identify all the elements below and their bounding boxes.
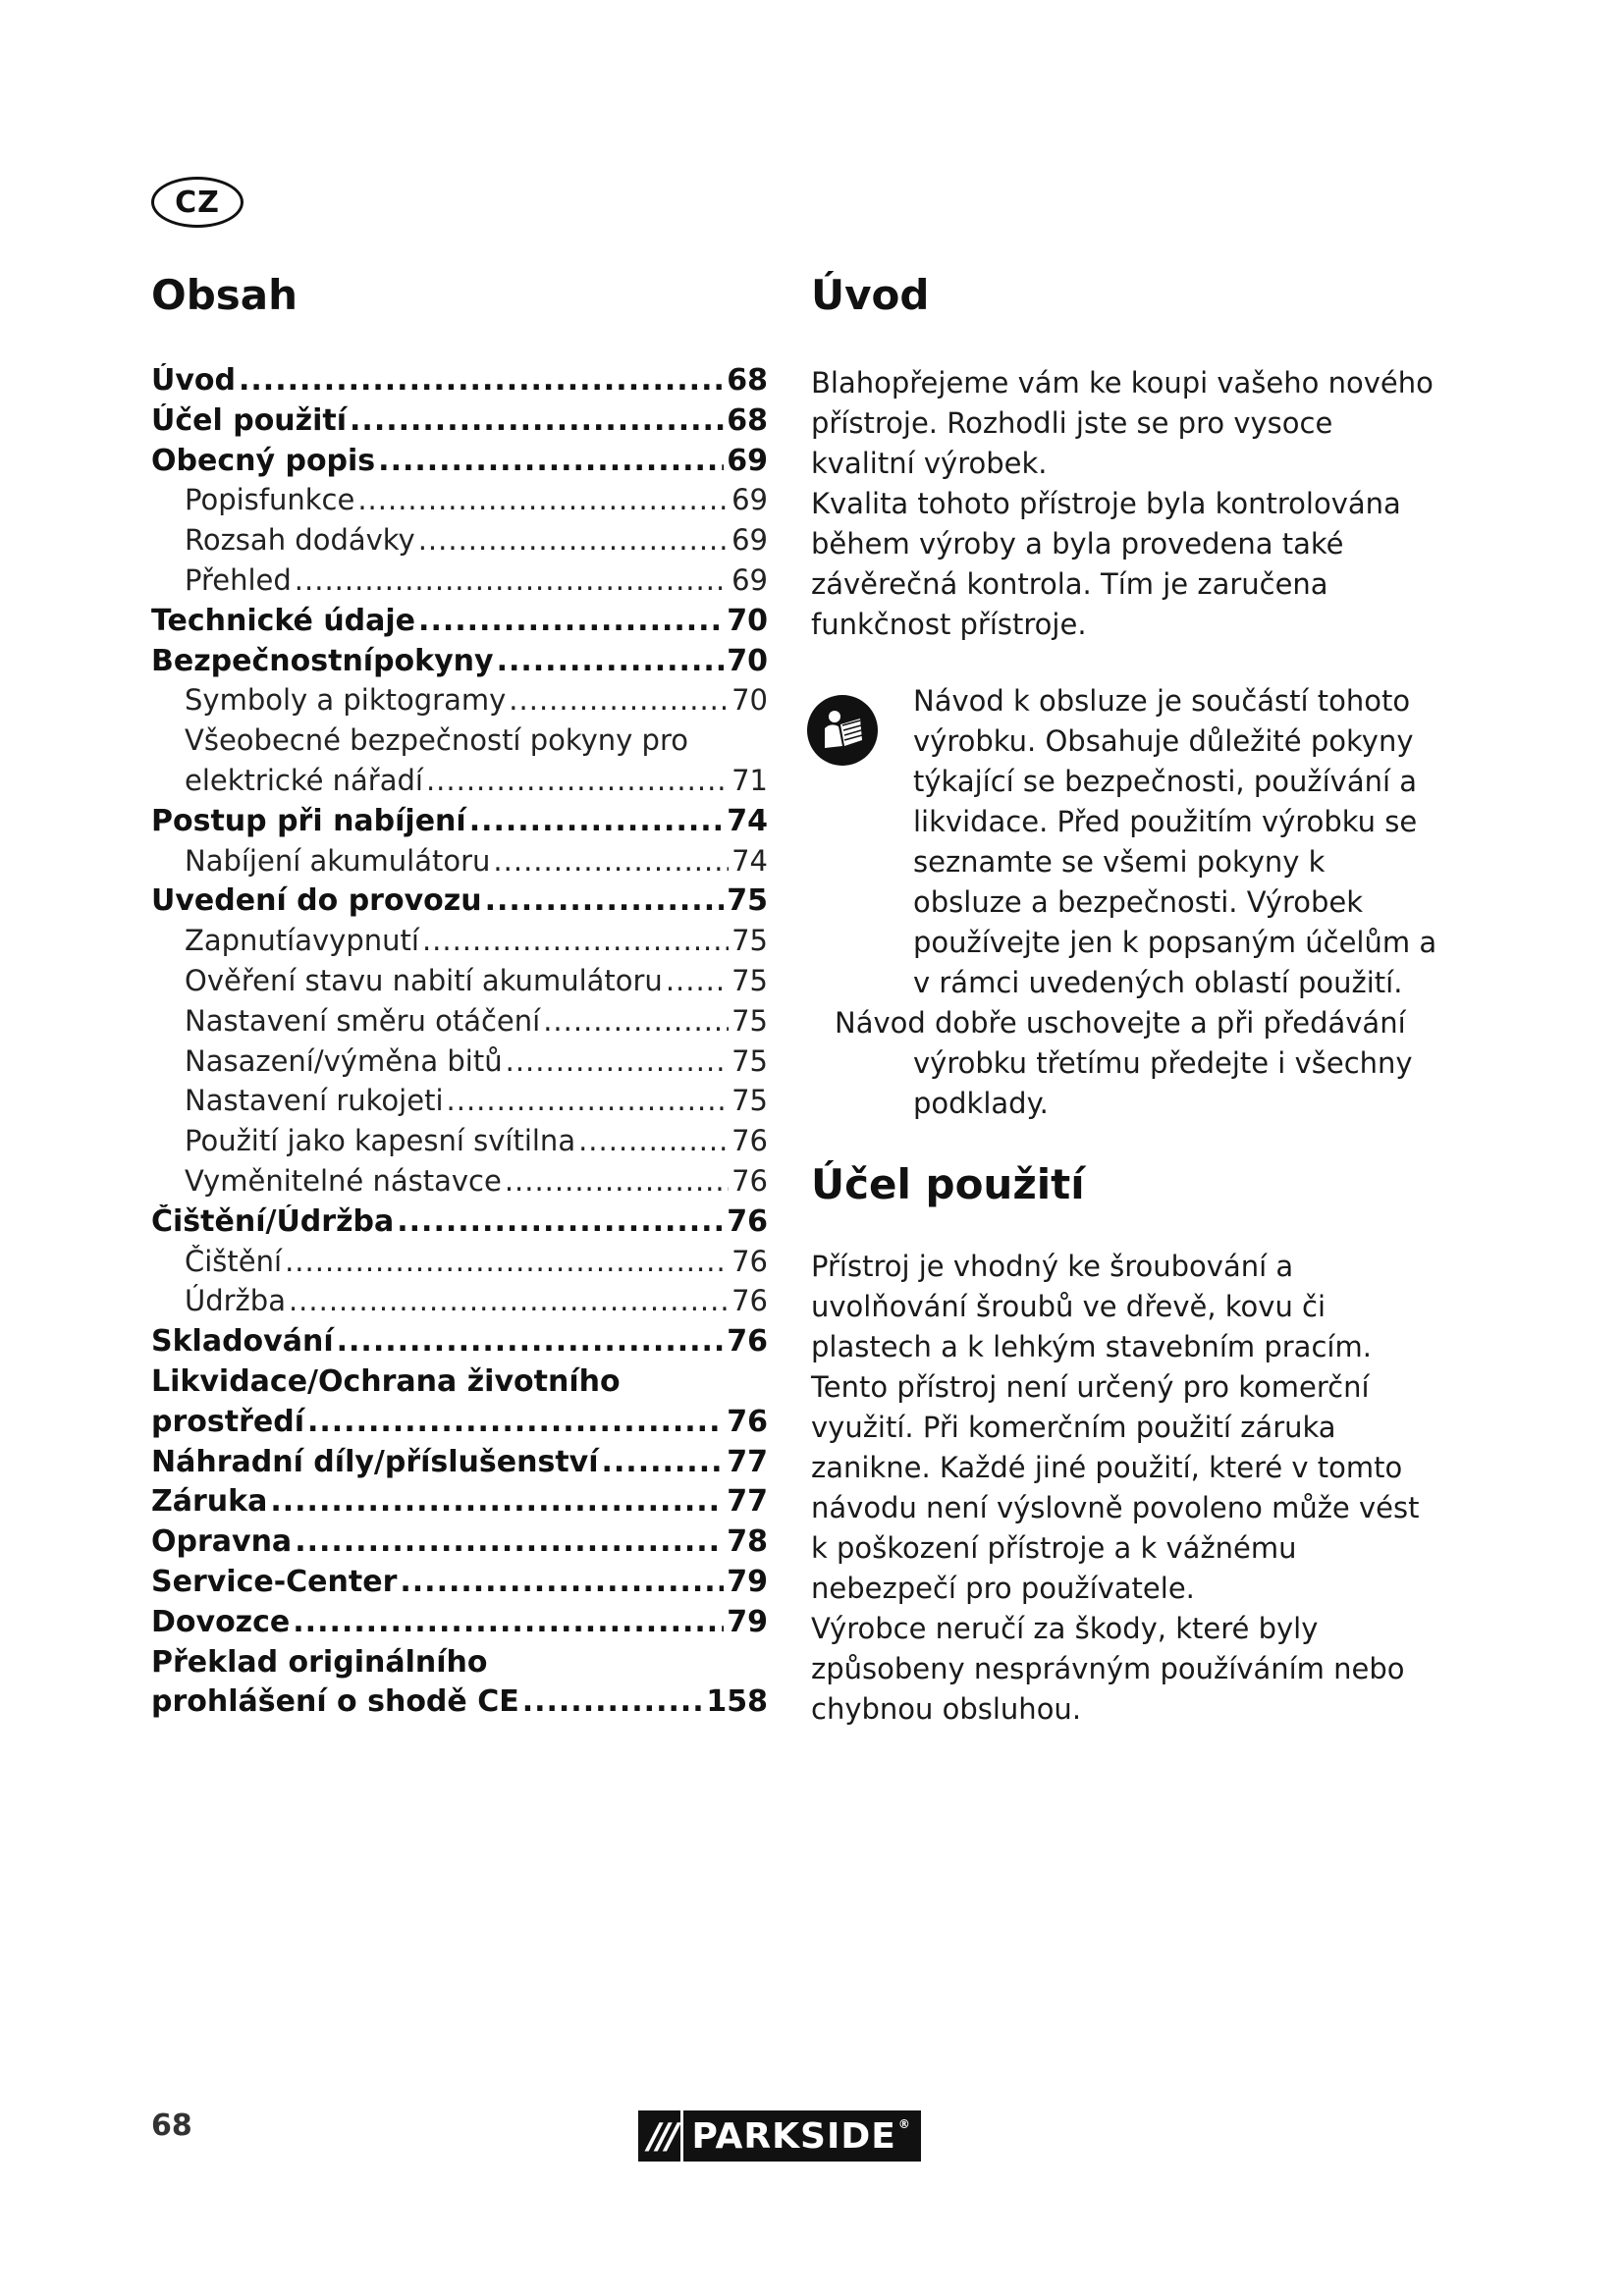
- toc-entry-page: 74: [731, 843, 768, 878]
- toc-entry-label: Uvedení do provozu: [151, 883, 482, 919]
- toc-leader-dots: [506, 1044, 729, 1078]
- toc-entry: [151, 644, 768, 684]
- toc-entry-page: 75: [731, 1043, 768, 1078]
- read-manual-icon: [807, 695, 878, 766]
- toc-entry-label: Údržba: [185, 1284, 286, 1318]
- toc-entry: [151, 1364, 768, 1405]
- toc-entry: [151, 1645, 768, 1685]
- toc-leader-dots: [378, 444, 724, 478]
- toc-leader-dots: [293, 1605, 724, 1639]
- toc-entry-label: Technické údaje: [151, 603, 416, 638]
- manual-notice-text: Návod k obsluze je součástí tohoto výrobku. Obsahuje důležité pokyny týkající se bezpečnosti, používání a likvidace. Před použitím výrobku se seznamte se všemi pokyny k obsluze a bezpečnosti. Výrobek používejte jen k popsaným účelům a v rámci uvedených oblastí použití.: [913, 684, 1437, 999]
- toc-leader-dots: [418, 523, 729, 557]
- toc-leader-dots: [337, 1324, 725, 1359]
- toc-entry-label: prohlášení o shodě CE: [151, 1684, 519, 1720]
- toc-entry: [151, 1605, 768, 1645]
- toc-entry-page: 76: [727, 1203, 768, 1239]
- toc-entry-page: 78: [727, 1524, 768, 1560]
- toc-entry-page: 70: [731, 683, 768, 718]
- toc-entry-label: Přehled: [185, 562, 292, 597]
- toc-leader-dots: [289, 1284, 729, 1317]
- toc-entry: [151, 403, 768, 444]
- toc-entry-page: 75: [731, 963, 768, 997]
- toc-entry: [151, 1204, 768, 1245]
- intro-text: [811, 363, 1439, 645]
- toc-leader-dots: [447, 1084, 730, 1117]
- toc-entry: [151, 1004, 768, 1044]
- toc-leader-dots: [285, 1245, 729, 1278]
- toc-entry: [151, 1484, 768, 1524]
- toc-entry-label: Vyměnitelné nástavce: [185, 1163, 502, 1198]
- toc-entry-label: Účel použití: [151, 402, 348, 438]
- toc-entry-label: Bezpečnostnípokyny: [151, 643, 494, 678]
- page-number: 68: [151, 2109, 192, 2143]
- purpose-paragraph: Výrobce neručí za škody, které byly způsobeny nesprávným používáním nebo chybnou obsluhou.: [811, 1612, 1405, 1726]
- toc-title: Obsah: [151, 271, 298, 319]
- toc-entry-label: Čištění/Údržba: [151, 1203, 395, 1239]
- toc-entry-page: 79: [727, 1604, 768, 1639]
- toc-leader-dots: [509, 683, 729, 717]
- language-badge: CZ: [151, 177, 244, 228]
- toc-entry: [151, 883, 768, 924]
- toc-entry-page: 76: [731, 1124, 768, 1158]
- toc-entry-page: 75: [731, 924, 768, 958]
- purpose-title: Účel použití: [811, 1160, 1085, 1208]
- toc-entry: [151, 1445, 768, 1485]
- toc-entry-page: 70: [727, 643, 768, 678]
- toc-entry-label: Náhradní díly/příslušenství: [151, 1444, 599, 1479]
- toc-entry-label: Opravna: [151, 1524, 293, 1560]
- manual-notice: [811, 681, 1439, 1124]
- toc-entry-page: 76: [731, 1163, 768, 1198]
- toc-leader-dots: [469, 804, 725, 838]
- toc-entry-label: prostředí: [151, 1404, 304, 1439]
- parkside-logo: [638, 2110, 921, 2162]
- toc-leader-dots: [422, 924, 729, 957]
- toc-leader-dots: [295, 563, 729, 597]
- toc-leader-dots: [543, 1004, 729, 1038]
- toc-leader-dots: [426, 764, 729, 797]
- toc-leader-dots: [350, 403, 724, 438]
- toc-entry-page: 71: [731, 763, 768, 797]
- toc-leader-dots: [357, 483, 729, 516]
- toc-entry: [151, 363, 768, 403]
- purpose-paragraph: Tento přístroj není určený pro komerční využití. Při komerčním použití záruka zanikne. Každé jiné použití, které v tomto návodu není výslovně povoleno může vést k poškození přístroje a k vážnému nebezpečí pro používatele.: [811, 1370, 1420, 1605]
- toc-entry-label: Obecný popis: [151, 443, 376, 478]
- toc-entry: [151, 1284, 768, 1324]
- manual-notice-tail: Návod dobře uschovejte a při předávání výrobku třetímu předejte i všechny podklady.: [835, 1006, 1413, 1120]
- toc-entry: [151, 1124, 768, 1164]
- intro-paragraph: Kvalita tohoto přístroje byla kontrolována během výroby a byla provedena také závěrečná kontrola. Tím je zaručena funkčnost přístroje.: [811, 487, 1401, 641]
- toc-entry: [151, 1084, 768, 1124]
- toc-entry: [151, 1324, 768, 1364]
- toc-entry-label: Použití jako kapesní svítilna: [185, 1124, 576, 1158]
- toc-entry-page: 158: [706, 1684, 768, 1720]
- toc-entry-label: Čištění: [185, 1244, 283, 1278]
- toc-entry-page: 69: [727, 443, 768, 478]
- toc-entry-page: 69: [731, 483, 768, 517]
- toc-leader-dots: [578, 1124, 729, 1157]
- toc-entry-page: 70: [727, 603, 768, 638]
- purpose-text: [811, 1247, 1439, 1730]
- toc-leader-dots: [505, 1164, 729, 1198]
- toc-entry: [151, 804, 768, 844]
- toc-entry: [151, 1044, 768, 1085]
- toc-leader-dots: [239, 363, 724, 398]
- logo-text: PARKSIDE: [691, 2115, 896, 2157]
- toc-entry: [151, 1245, 768, 1285]
- toc-entry: [151, 683, 768, 723]
- toc-entry: [151, 604, 768, 644]
- toc-leader-dots: [602, 1445, 725, 1479]
- toc-entry-label: Skladování: [151, 1324, 334, 1360]
- toc-leader-dots: [270, 1484, 724, 1519]
- intro-paragraph: Blahopřejeme vám ke koupi vašeho nového přístroje. Rozhodli jste se pro vysoce kvalitní výrobek.: [811, 366, 1434, 480]
- toc-entry: [151, 723, 768, 764]
- toc-entry-page: 79: [727, 1564, 768, 1599]
- toc-entry: [151, 563, 768, 604]
- toc-entry-page: 75: [731, 1084, 768, 1118]
- toc-entry: [151, 1164, 768, 1204]
- toc-leader-dots: [485, 883, 725, 918]
- toc-entry-label: Překlad originálního: [151, 1644, 488, 1680]
- logo-brand: [680, 2110, 920, 2162]
- toc-entry-page: 75: [727, 883, 768, 919]
- toc-leader-dots: [295, 1524, 724, 1559]
- toc-entry-label: Dovozce: [151, 1604, 291, 1639]
- logo-registered-mark: ®: [897, 2117, 911, 2131]
- intro-title: Úvod: [811, 271, 930, 319]
- table-of-contents: [151, 363, 768, 1725]
- toc-leader-dots: [397, 1204, 724, 1239]
- toc-leader-dots: [522, 1684, 704, 1719]
- toc-entry-label: Likvidace/Ochrana životního: [151, 1363, 621, 1399]
- toc-entry-label: Nastavení rukojeti: [185, 1084, 444, 1118]
- toc-entry: [151, 924, 768, 964]
- toc-entry-label: Nabíjení akumulátoru: [185, 843, 491, 878]
- toc-entry: [151, 844, 768, 884]
- toc-entry-page: 69: [731, 562, 768, 597]
- toc-entry-label: Service-Center: [151, 1564, 398, 1599]
- toc-leader-dots: [493, 844, 729, 878]
- toc-entry-label: Zapnutíavypnutí: [185, 924, 419, 958]
- toc-entry-page: 76: [731, 1284, 768, 1318]
- toc-entry: [151, 964, 768, 1004]
- logo-slashes: ///: [648, 2115, 676, 2157]
- toc-entry-label: Ověření stavu nabití akumulátoru: [185, 963, 663, 997]
- toc-entry-label: Rozsah dodávky: [185, 523, 415, 558]
- toc-entry-label: elektrické nářadí: [185, 763, 423, 797]
- toc-leader-dots: [418, 604, 724, 638]
- toc-entry: [151, 1405, 768, 1445]
- toc-entry-page: 76: [727, 1324, 768, 1360]
- toc-entry-label: Nasazení/výměna bitů: [185, 1043, 503, 1078]
- toc-leader-dots: [497, 644, 725, 678]
- toc-entry-page: 76: [731, 1244, 768, 1278]
- purpose-paragraph: Přístroj je vhodný ke šroubování a uvolňování šroubů ve dřevě, kovu či plastech a k lehkým stavebním pracím.: [811, 1250, 1372, 1363]
- toc-leader-dots: [400, 1565, 724, 1599]
- toc-entry-page: 68: [727, 363, 768, 398]
- toc-entry-page: 69: [731, 523, 768, 558]
- toc-entry-label: Nastavení směru otáčení: [185, 1003, 541, 1038]
- toc-entry: [151, 1565, 768, 1605]
- toc-entry-label: Symboly a piktogramy: [185, 683, 507, 718]
- toc-entry-page: 75: [731, 1003, 768, 1038]
- toc-entry-page: 77: [727, 1484, 768, 1520]
- toc-entry-page: 77: [727, 1444, 768, 1479]
- toc-entry: [151, 764, 768, 804]
- toc-entry-label: Záruka: [151, 1484, 268, 1520]
- toc-entry-label: Postup při nabíjení: [151, 803, 466, 838]
- toc-leader-dots: [666, 964, 729, 997]
- toc-entry-label: Všeobecné bezpečností pokyny pro: [185, 723, 688, 758]
- toc-entry: [151, 523, 768, 563]
- toc-entry: [151, 1684, 768, 1725]
- toc-entry-label: Popisfunkce: [185, 483, 355, 517]
- toc-entry-page: 74: [727, 803, 768, 838]
- toc-entry-page: 76: [727, 1404, 768, 1439]
- toc-leader-dots: [307, 1405, 724, 1439]
- toc-entry: [151, 444, 768, 484]
- toc-entry-page: 68: [727, 402, 768, 438]
- toc-entry-label: Úvod: [151, 363, 237, 398]
- toc-entry: [151, 1524, 768, 1565]
- toc-entry: [151, 483, 768, 523]
